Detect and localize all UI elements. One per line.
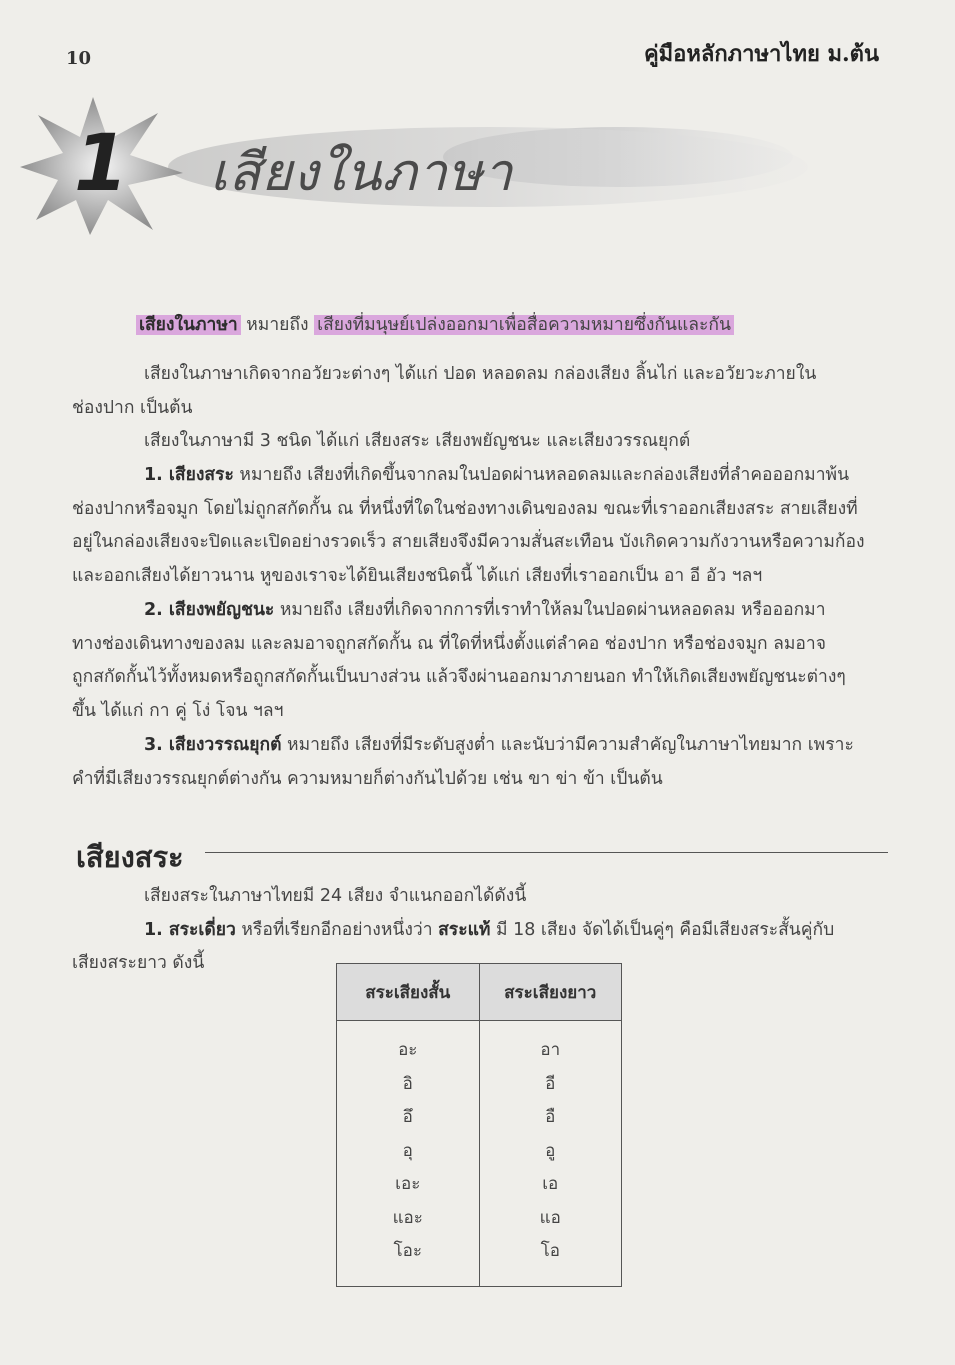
type-text: คำที่มีเสียงวรรณยุกต์ต่างกัน ความหมายก็ต่างกันไปด้วย เช่น ขา ข่า ข้า เป็นต้น (72, 768, 663, 789)
intro-paragraph (72, 358, 887, 459)
long-vowel-cell: โอ (479, 1234, 622, 1286)
intro-line: เสียงในภาษามี 3 ชนิด ได้แก่ เสียงสระ เสียงพยัญชนะ และเสียงวรรณยุกต์ (144, 431, 691, 451)
column-header-long: สระเสียงยาว (479, 964, 622, 1021)
type-text: หมายถึง เสียงที่มีระดับสูงต่ำ และนับว่ามีความสำคัญในภาษาไทยมาก เพราะ (281, 735, 854, 755)
type-text: ขึ้น ได้แก่ กา คู่ โง่ โจน ฯลฯ (72, 700, 284, 721)
long-vowel-cell: เอ (479, 1167, 622, 1201)
type-text: อยู่ในกล่องเสียงจะปิดและเปิดอย่างรวดเร็ว สายเสียงจึงมีความสั่นสะเทือน บังเกิดความกังวานหรือความก้อง (72, 532, 865, 552)
intro-line: ช่องปาก เป็นต้น (72, 397, 193, 418)
long-vowel-cell: อู (479, 1134, 622, 1168)
table-header-row (337, 964, 622, 1021)
vowel-pairs-table (336, 963, 622, 1287)
short-vowel-cell: อุ (337, 1134, 480, 1168)
long-vowel-cell: แอ (479, 1201, 622, 1235)
table-row (337, 1100, 622, 1134)
type-label: 1. เสียงสระ (144, 465, 234, 485)
item-label: 1. สระเดี่ยว (144, 919, 236, 940)
vowel-type-paragraph (72, 459, 887, 593)
type-text: ทางช่องเดินทางของลม และลมอาจถูกสกัดกั้น ณ ที่ใดที่หนึ่งตั้งแต่ลำคอ ช่องปาก หรือช่องจมูก ลมอาจ (72, 633, 827, 654)
vowel-section-intro: เสียงสระในภาษาไทยมี 24 เสียง จำแนกออกได้ดังนี้ (144, 886, 527, 906)
type-text: ถูกสกัดกั้นไว้ทั้งหมดหรือถูกสกัดกั้นเป็นบางส่วน แล้วจึงผ่านออกมาภายนอก ทำให้เกิดเสียงพยัญชนะต่างๆ (72, 667, 846, 687)
short-vowel-cell: อึ (337, 1100, 480, 1134)
short-vowel-cell: เอะ (337, 1167, 480, 1201)
definition-connector: หมายถึง (240, 315, 315, 335)
section-rule (205, 852, 888, 853)
long-vowel-cell: อื (479, 1100, 622, 1134)
page-number: 10 (66, 48, 92, 69)
long-vowel-cell: อี (479, 1067, 622, 1101)
running-head: คู่มือหลักภาษาไทย ม.ต้น (643, 41, 879, 67)
short-vowel-cell: แอะ (337, 1201, 480, 1235)
chapter-title: เสียงในภาษา (210, 143, 514, 203)
column-header-short: สระเสียงสั้น (337, 964, 480, 1021)
definition-meaning: เสียงที่มนุษย์เปล่งออกมาเพื่อสื่อความหมายซึ่งกันและกัน (314, 315, 734, 335)
short-vowel-cell: อิ (337, 1067, 480, 1101)
table-row (337, 1234, 622, 1286)
short-vowel-cell: อะ (337, 1021, 480, 1067)
table-row (337, 1067, 622, 1101)
definition-term: เสียงในภาษา (136, 315, 241, 335)
chapter-number: 1 (74, 119, 129, 209)
item-text: เสียงสระยาว ดังนี้ (72, 953, 205, 973)
type-text: หมายถึง เสียงที่เกิดขึ้นจากลมในปอดผ่านหลอดลมและกล่องเสียงที่ลำคอออกมาพ้น (233, 465, 850, 485)
item-text: หรือที่เรียกอีกอย่างหนึ่งว่า (235, 919, 439, 940)
type-label: 3. เสียงวรรณยุกต์ (144, 735, 282, 755)
long-vowel-cell: อา (479, 1021, 622, 1067)
type-text: หมายถึง เสียงที่เกิดจากการที่เราทำให้ลมในปอดผ่านหลอดลม หรือออกมา (274, 600, 826, 620)
consonant-type-paragraph (72, 594, 887, 728)
item-text: มี 18 เสียง จัดได้เป็นคู่ๆ คือมีเสียงสระสั้นคู่กับ (490, 919, 835, 940)
table-row (337, 1021, 622, 1067)
definition-line (136, 309, 951, 343)
intro-line: เสียงในภาษาเกิดจากอวัยวะต่างๆ ได้แก่ ปอด หลอดลม กล่องเสียง ลิ้นไก่ และอวัยวะภายใน (144, 364, 817, 384)
type-text: ช่องปากหรือจมูก โดยไม่ถูกสกัดกั้น ณ ที่หนึ่งที่ใดในช่องทางเดินของลม ขณะที่เราออกเสียงสระ สายเสียงที่ (72, 498, 858, 519)
tone-type-paragraph (72, 729, 887, 796)
type-text: และออกเสียงได้ยาวนาน หูของเราจะได้ยินเสียงชนิดนี้ ได้แก่ เสียงที่เราออกเป็น อา อี อัว ฯลฯ (72, 565, 763, 586)
table-row (337, 1201, 622, 1235)
type-label: 2. เสียงพยัญชนะ (144, 600, 275, 620)
item-term: สระแท้ (438, 919, 491, 940)
section-heading: เสียงสระ (76, 840, 184, 874)
short-vowel-cell: โอะ (337, 1234, 480, 1286)
table-row (337, 1167, 622, 1201)
table-row (337, 1134, 622, 1168)
